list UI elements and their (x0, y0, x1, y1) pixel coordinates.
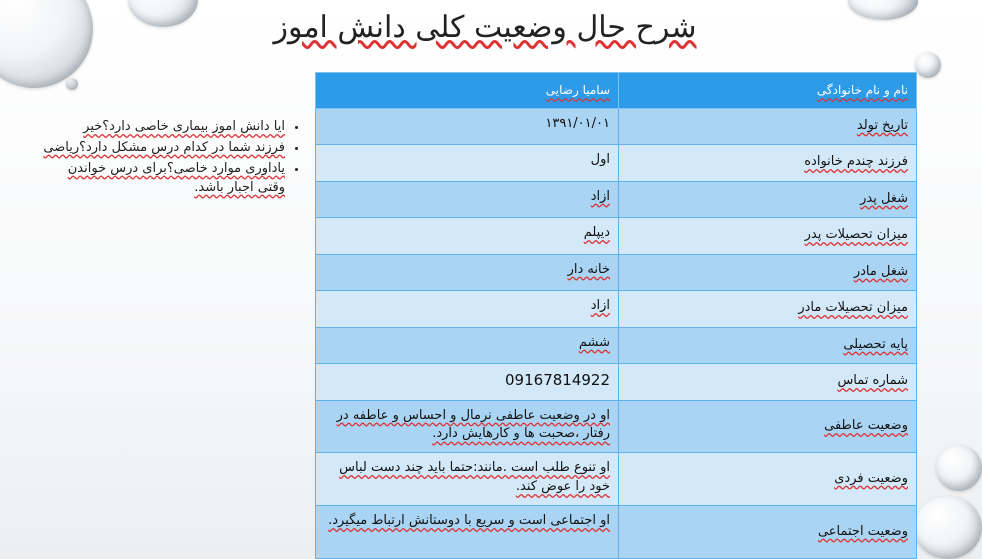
row-value: ۱۳۹۱/۰۱/۰۱ (316, 108, 619, 145)
row-value: ازاد (316, 291, 619, 328)
table-row (316, 400, 917, 453)
row-label: میزان تحصیلات مادر (619, 291, 917, 328)
list-item: • یاداوری موارد خاصی؟برای درس خواندن وقتی اجبار باشد. (40, 160, 285, 198)
student-info-table (315, 72, 917, 559)
table-row (316, 364, 917, 401)
water-drop-decoration (914, 496, 982, 559)
row-value: خانه دار (316, 254, 619, 291)
notes-bullet-list (40, 118, 303, 199)
table-row (316, 145, 917, 182)
water-drop-decoration (66, 78, 78, 90)
column-header-value: ساميا رضايى (316, 73, 619, 109)
row-value: او تنوع طلب است .مانند:حتما باید چند دست لباس خود را عوض کند. (316, 453, 619, 506)
row-label: فرزند چندم خانواده (619, 145, 917, 182)
row-value: اول (316, 145, 619, 182)
water-drop-decoration (0, 0, 93, 88)
table-row (316, 506, 917, 559)
table-row (316, 291, 917, 328)
row-label: شماره تماس (619, 364, 917, 401)
table-row (316, 327, 917, 364)
row-value (316, 364, 619, 401)
table-row (316, 181, 917, 218)
table-row (316, 453, 917, 506)
row-label: شغل پدر (619, 181, 917, 218)
row-label: شغل مادر (619, 254, 917, 291)
row-value: دیپلم (316, 218, 619, 255)
row-label: وضعیت عاطفی (619, 400, 917, 453)
row-label: تاریخ تولد (619, 108, 917, 145)
table-row (316, 108, 917, 145)
row-value: ششم (316, 327, 619, 364)
water-drop-decoration (915, 52, 941, 78)
table-row (316, 218, 917, 255)
row-value: او اجتماعی است و سریع با دوستانش ارتباط میگیرد. (316, 506, 619, 559)
row-label: میزان تحصیلات پدر (619, 218, 917, 255)
table-row (316, 254, 917, 291)
column-header-label: نام و نام خانوادگی (619, 73, 917, 109)
phone-number: 09167814922 (505, 371, 610, 390)
row-value: او در وضعیت عاطفی نرمال و احساس و عاطفه در رفتار ،صحبت ها و کارهایش دارد. (316, 400, 619, 453)
list-item: • فرزند شما در کدام درس مشکل دارد؟ریاضی (40, 139, 285, 158)
row-label: پایه تحصیلی (619, 327, 917, 364)
water-drop-decoration (848, 0, 918, 20)
list-item: • ایا دانش اموز بیماری خاصی دارد؟خیر (40, 118, 285, 137)
water-drop-decoration (128, 0, 198, 27)
water-drop-decoration (936, 445, 982, 491)
table-header-row (316, 73, 917, 109)
row-label: وضعیت فردی (619, 453, 917, 506)
row-value: ازاد (316, 181, 619, 218)
row-label: وضعیت اجتماعی (619, 506, 917, 559)
slide-title: شرح حال وضعیت کلی دانش اموز (273, 10, 697, 45)
